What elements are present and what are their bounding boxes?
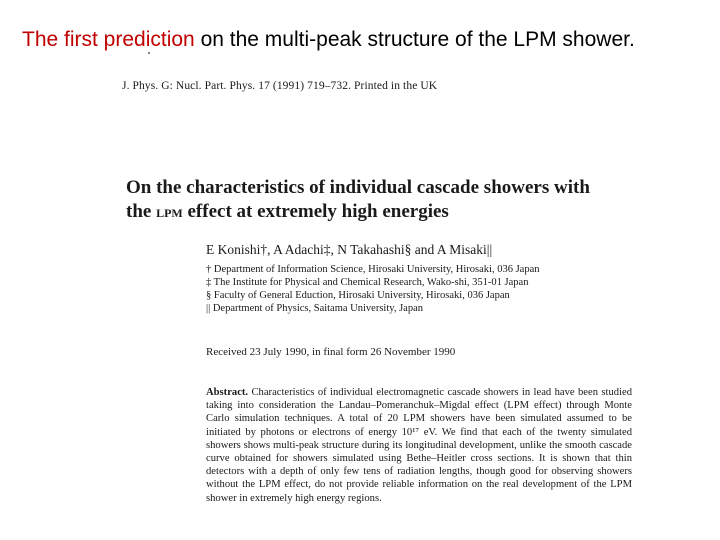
slide-title-highlight: The first prediction [22,28,195,51]
paper-title-rest: effect at extremely high energies [182,201,449,222]
slide-title [22,26,702,53]
affiliation-3: § Faculty of General Eduction, Hirosaki University, Hirosaki, 036 Japan [206,290,510,301]
paper-title-the: the [126,201,157,222]
slide-title-rest: on the multi-peak structure of the LPM shower. [194,28,635,51]
abstract-label: Abstract. [206,387,249,398]
affiliation-1: † Department of Information Science, Hirosaki University, Hirosaki, 036 Japan [206,264,540,275]
received-date: Received 23 July 1990, in final form 26 November 1990 [206,346,456,358]
paper-title-lpm: LPM [156,206,183,220]
scan-speck [148,52,150,54]
paper-authors: E Konishi†, A Adachi‡, N Takahashi§ and A Misaki|| [206,242,493,257]
paper-abstract [206,386,632,505]
paper-title-line-2 [126,200,590,225]
journal-citation: J. Phys. G: Nucl. Part. Phys. 17 (1991) 719–732. Printed in the UK [122,80,438,92]
paper-title [126,176,590,225]
affiliation-4: || Department of Physics, Saitama University, Japan [206,303,423,314]
affiliation-2: ‡ The Institute for Physical and Chemical Research, Wako-shi, 351-01 Japan [206,277,529,288]
abstract-text: Characteristics of individual electromagnetic cascade showers in lead have been studied taking into consideration the Landau–Pomeranchuk–Migdal effect (LPM effect) through Monte Carlo simulation techniques. A total of 20 LPM showers have been simulated assumed to be initiated by photons or electrons of energy 10¹⁷ eV. We find that each of the twenty simulated showers shows multi-peak structure during its longitudinal development, unlike the smooth cascade curve obtained for showers simulated using Bethe–Heitler cross sections. It is shown that thin detectors with a depth of only few tens of radiation lengths, though good for observing showers without the LPM effect, do not provide reliable information on the real development of the LPM shower in extremely high energy regions. [206,387,632,504]
paper-title-line-1: On the characteristics of individual cascade showers with [126,177,590,198]
